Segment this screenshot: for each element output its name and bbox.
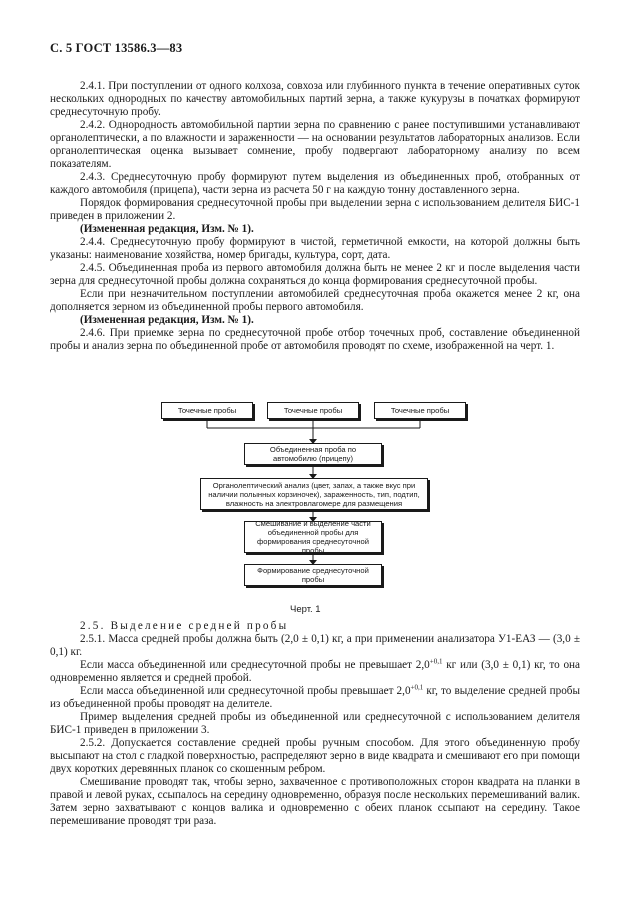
point-samples-box-2: Точечные пробы <box>267 402 359 419</box>
combined-sample-box: Объединенная проба по автомобилю (прицепу) <box>244 443 382 465</box>
analysis-box: Органолептический анализ (цвет, запах, а также вкус при наличии полынных корзиночек), зараженность, тип, подтип, влажность на электровлагомере для размещения <box>200 478 428 510</box>
paragraph-2-4-1: 2.4.1. При поступлении от одного колхоза, совхоза или глубинного пункта в течение оперативных суток нескольких однородных по качеству автомобильных партий зерна, а также кукурузы в початках формируют среднесуточную пробу. <box>50 80 580 118</box>
paragraph-2-4-5-note: Если при незначительном поступлении автомобилей среднесуточная проба окажется менее 2 кг, она дополняется зерном из объединенной пробы первого автомобиля. <box>50 288 580 313</box>
amendment-note-2: (Измененная редакция, Изм. № 1). <box>80 314 254 326</box>
p251c-pre: Если масса объединенной или среднесуточной пробы превышает 2,0 <box>80 685 411 697</box>
paragraph-2-5-2: 2.5.2. Допускается составление средней пробы ручным способом. Для этого объединенную пробу высыпают на стол с гладкой поверхностью, распределяют зерно в виде квадрата и смешивают его при помощи двух коротких деревянных планок со скошенным ребром. <box>50 737 580 775</box>
paragraph-mixing: Смешивание проводят так, чтобы зерно, захваченное с противоположных сторон квадрата на планки в правой и левой руках, ссыпалось на середину одновременно, образуя после нескольких перемешиваний валик. Затем зерно захватывают с концов валика и одновременно с обеих планок ссыпают на середину. Такое перемешивание проводят три раза. <box>50 776 580 827</box>
p251c-sup: +0,1 <box>410 683 424 692</box>
section-title-2-5: 2.5. Выделение средней пробы <box>80 620 289 632</box>
paragraph-2-4-5: 2.4.5. Объединенная проба из первого автомобиля должна быть не менее 2 кг и после выделения части зерна для среднесуточной пробы должна сохраняться до конца формирования среднесуточной пробы. <box>50 262 580 287</box>
text-block-bottom <box>50 620 580 828</box>
figure-caption: Черт. 1 <box>290 604 321 615</box>
amendment-note-1: (Измененная редакция, Изм. № 1). <box>80 223 254 235</box>
paragraph-2-5-1: 2.5.1. Масса средней пробы должна быть (2,0 ± 0,1) кг, а при применении анализатора У1-ЕАЗ — (3,0 ± 0,1) кг. <box>50 633 580 658</box>
paragraph-2-4-3: 2.4.3. Среднесуточную пробу формируют путем выделения из объединенных проб, отобранных от каждого автомобиля (прицепа), части зерна из расчета 50 г на каждую тонну доставленного зерна. <box>50 171 580 196</box>
paragraph-2-5-1-c <box>50 685 580 711</box>
mixing-box: Смешивание и выделение части объединенной пробы для формирования среднесуточной пробы <box>244 521 382 553</box>
forming-box: Формирование среднесуточной пробы <box>244 564 382 586</box>
paragraph-2-4-4: 2.4.4. Среднесуточную пробу формируют в чистой, герметичной емкости, на которой должны быть указаны: наименование хозяйства, номер бригады, культура, сорт, дата. <box>50 236 580 261</box>
paragraph-bis1-note: Порядок формирования среднесуточной пробы при выделении зерна с использованием делителя БИС-1 приведен в приложении 2. <box>50 197 580 222</box>
page-header: С. 5 ГОСТ 13586.3—83 <box>50 41 183 55</box>
p251b-post: кг или (3,0 ± 0,1) кг, то она одновременно является и средней пробой. <box>50 659 580 684</box>
p251b-pre: Если масса объединенной или среднесуточной пробы не превышает 2,0 <box>80 659 430 671</box>
point-samples-box-1: Точечные пробы <box>161 402 253 419</box>
point-samples-box-3: Точечные пробы <box>374 402 466 419</box>
paragraph-2-5-1-b <box>50 659 580 685</box>
p251b-sup: +0,1 <box>429 657 443 666</box>
paragraph-bis1-example: Пример выделения средней пробы из объединенной или среднесуточной с использованием делителя БИС-1 приведен в приложении 3. <box>50 711 580 736</box>
p251c-post: кг, то выделение средней пробы из объединенной пробы проводят на делителе. <box>50 685 580 710</box>
paragraph-2-4-6: 2.4.6. При приемке зерна по среднесуточной пробе отбор точечных проб, составление объединенной пробы и анализ зерна по объединенной пробе от автомобиля проводят по схеме, изображенной на черт. 1. <box>50 327 580 352</box>
paragraph-2-4-2: 2.4.2. Однородность автомобильной партии зерна по сравнению с ранее поступившими устанавливают органолептически, а по влажности и зараженности — на основании результатов лабораторных анализов. Если органолептическая оценка вызывает сомнение, пробу подвергают лабораторному анализу по всем показателям. <box>50 119 580 170</box>
